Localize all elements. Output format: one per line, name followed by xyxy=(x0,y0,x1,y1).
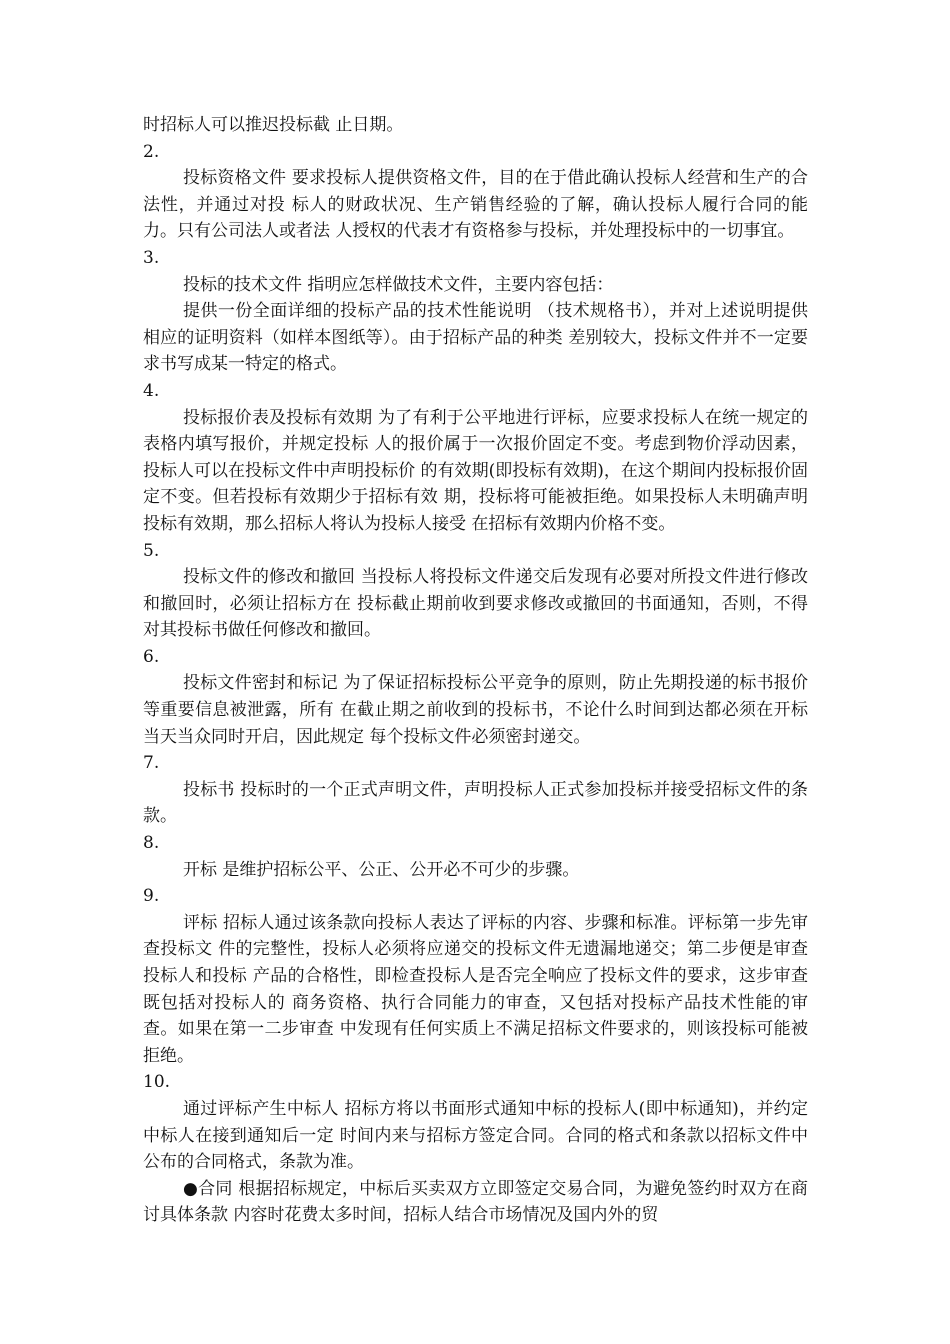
section-number-8: 8. xyxy=(143,833,160,854)
section-number-3: 3. xyxy=(143,247,160,268)
section-number-2: 2. xyxy=(143,141,160,162)
paragraph-sealing-marking: 投标文件密封和标记 为了保证招标投标公平竞争的原则，防止先期投递的标书报价等重要信息被泄露，所有 在截止期之前收到的投标书，不论什么时间到达都必须在开标当天当众同时开启，因此规定 每个投标文件必须密封递交。 xyxy=(143,673,808,747)
paragraph-quotation-validity: 投标报价表及投标有效期 为了有利于公平地进行评标，应要求投标人在统一规定的表格内填写报价，并规定投标 人的报价属于一次报价固定不变。考虑到物价浮动因素，投标人可以在投标文件中声明投标价 的有效期(即投标有效期)，在这个期间内投标报价固定不变。但若投标有效期少于招标有效 期，投标将可能被拒绝。如果投标人未明确声明投标有效期，那么招标人将认为投标人接受 在招标有效期内价格不变。 xyxy=(143,407,808,534)
paragraph-contract: ●合同 根据招标规定，中标后买卖双方立即签定交易合同，为避免签约时双方在商讨具体条款 内容时花费太多时间，招标人结合市场情况及国内外的贸 xyxy=(143,1178,808,1226)
paragraph-bid-qualification: 投标资格文件 要求投标人提供资格文件，目的在于借此确认投标人经营和生产的合法性，并通过对投 标人的财政状况、生产销售经验的了解，确认投标人履行合同的能力。只有公司法人或者法 人授权的代表才有资格参与投标，并处理投标中的一切事宜。 xyxy=(143,168,808,242)
paragraph-technical-documents: 投标的技术文件 指明应怎样做技术文件，主要内容包括： xyxy=(183,274,614,295)
section-number-4: 4. xyxy=(143,380,160,401)
section-number-5: 5. xyxy=(143,540,160,561)
paragraph-bid-letter: 投标书 投标时的一个正式声明文件，声明投标人正式参加投标并接受招标文件的条款。 xyxy=(143,779,808,827)
paragraph-modify-withdraw: 投标文件的修改和撤回 当投标人将投标文件递交后发现有必要对所投文件进行修改和撤回时，必须让招标方在 投标截止期前收到要求修改或撤回的书面通知，否则，不得对其投标书做任何修改和撤回。 xyxy=(143,567,808,641)
paragraph-technical-spec: 提供一份全面详细的投标产品的技术性能说明 （技术规格书），并对上述说明提供相应的证明资料（如样本图纸等）。由于招标产品的种类 差别较大，投标文件并不一定要求书写成某一特定的格式。 xyxy=(143,301,808,375)
section-number-6: 6. xyxy=(143,646,160,667)
paragraph-bid-opening: 开标 是维护招标公平、公正、公开必不可少的步骤。 xyxy=(183,859,580,880)
document-body xyxy=(143,112,808,1229)
paragraph-winning-bidder: 通过评标产生中标人 招标方将以书面形式通知中标的投标人(即中标通知)，并约定中标人在接到通知后一定 时间内来与招标方签定合同。合同的格式和条款以招标文件中公布的合同格式，条款为准。 xyxy=(143,1098,808,1173)
section-number-10: 10. xyxy=(143,1072,171,1093)
section-number-9: 9. xyxy=(143,886,160,907)
paragraph-continuation: 时招标人可以推迟投标截 止日期。 xyxy=(143,115,404,135)
section-number-7: 7. xyxy=(143,753,160,774)
paragraph-bid-evaluation: 评标 招标人通过该条款向投标人表达了评标的内容、步骤和标准。评标第一步先审查投标文 件的完整性，投标人必须将应递交的投标文件无遗漏地递交；第二步便是审查投标人和投标 产品的合格性，即检查投标人是否完全响应了投标文件的要求，这步审查既包括对投标人的 商务资格、执行合同能力的审查，又包括对投标产品技术性能的审查。如果在第一二步审查 中发现有任何实质上不满足招标文件要求的，则该投标可能被拒绝。 xyxy=(143,912,808,1066)
